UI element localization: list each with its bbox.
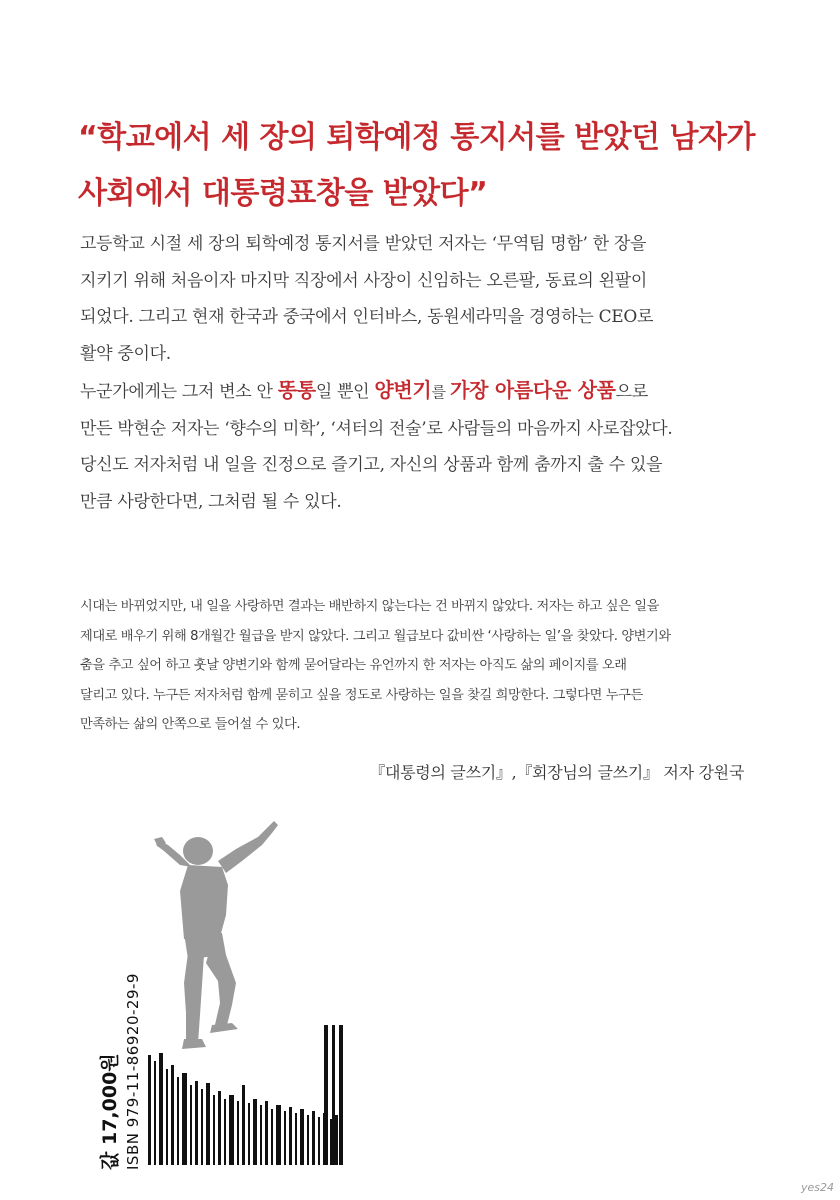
body-line: 당신도 저자처럼 내 일을 진정으로 즐기고, 자신의 상품과 함께 춤까지 출 수 있을 bbox=[80, 455, 663, 475]
headline-line-1: “학교에서 세 장의 퇴학예정 통지서를 받았던 남자가 bbox=[78, 120, 755, 155]
highlight-ddongtong: 똥통 bbox=[277, 378, 316, 402]
dancing-figure-silhouette bbox=[140, 815, 300, 1055]
body-segment: 를 bbox=[431, 383, 451, 401]
body-line: 만큼 사랑한다면, 그처럼 될 수 있다. bbox=[80, 491, 342, 512]
headline bbox=[78, 110, 778, 222]
highlight-yangbyeongi: 양변기 bbox=[374, 378, 432, 402]
quote-line: 만족하는 삶의 안쪽으로 들어설 수 있다. bbox=[80, 717, 301, 732]
isbn-barcode bbox=[148, 1025, 348, 1165]
body-segment: 일 뿐인 bbox=[315, 382, 375, 402]
body-line: 지키기 위해 처음이자 마지막 직장에서 사장이 신임하는 오른팔, 동료의 왼팔이 bbox=[80, 270, 647, 291]
body-line: 만든 박현순 저자는 ‘향수의 미학’, ‘셔터의 전술’로 사람들의 마음까지 사로잡았다. bbox=[80, 418, 673, 439]
quote-line: 시대는 바뀌었지만, 내 일을 사랑하면 결과는 배반하지 않는다는 건 바뀌지 않았다. 저자는 하고 싶은 일을 bbox=[80, 599, 659, 614]
body-line: 고등학교 시절 세 장의 퇴학예정 통지서를 받았던 저자는 ‘무역팀 명함’ 한 장을 bbox=[80, 234, 647, 254]
quote-line: 제대로 배우기 위해 8개월간 월급을 받지 않았다. 그리고 월급보다 값비싼 ‘사랑하는 일’을 찾았다. 양변기와 bbox=[80, 628, 671, 644]
quote-line: 춤을 추고 싶어 하고 훗날 양변기와 함께 묻어달라는 유언까지 한 저자는 아직도 삶의 페이지를 오래 bbox=[80, 658, 627, 673]
watermark: yes24 bbox=[800, 1181, 834, 1194]
endorsement-quote bbox=[80, 592, 760, 740]
price-isbn-block bbox=[98, 973, 144, 1170]
headline-line-2: 사회에서 대통령표창을 받았다” bbox=[78, 176, 488, 211]
body-line-highlighted bbox=[80, 372, 760, 411]
highlight-beautiful-product: 가장 아름다운 상품 bbox=[450, 378, 616, 402]
body-line: 활약 중이다. bbox=[80, 343, 171, 364]
isbn-number: ISBN 979-11-86920-29-9 bbox=[124, 973, 142, 1170]
endorsement-attribution: 『대통령의 글쓰기』,『회장님의 글쓰기』 저자 강원국 bbox=[369, 763, 744, 782]
body-segment: 누군가에게는 그저 변소 안 bbox=[80, 382, 278, 402]
body-text bbox=[80, 226, 760, 520]
body-segment: 으로 bbox=[615, 382, 648, 402]
price: 값 17,000원 bbox=[99, 1053, 121, 1170]
body-line: 되었다. 그리고 현재 한국과 중국에서 인터바스, 동원세라믹을 경영하는 CEO로 bbox=[80, 307, 654, 327]
quote-line: 달리고 있다. 누구든 저자처럼 함께 묻히고 싶을 정도로 사랑하는 일을 찾길 희망한다. 그렇다면 누구든 bbox=[80, 687, 643, 703]
